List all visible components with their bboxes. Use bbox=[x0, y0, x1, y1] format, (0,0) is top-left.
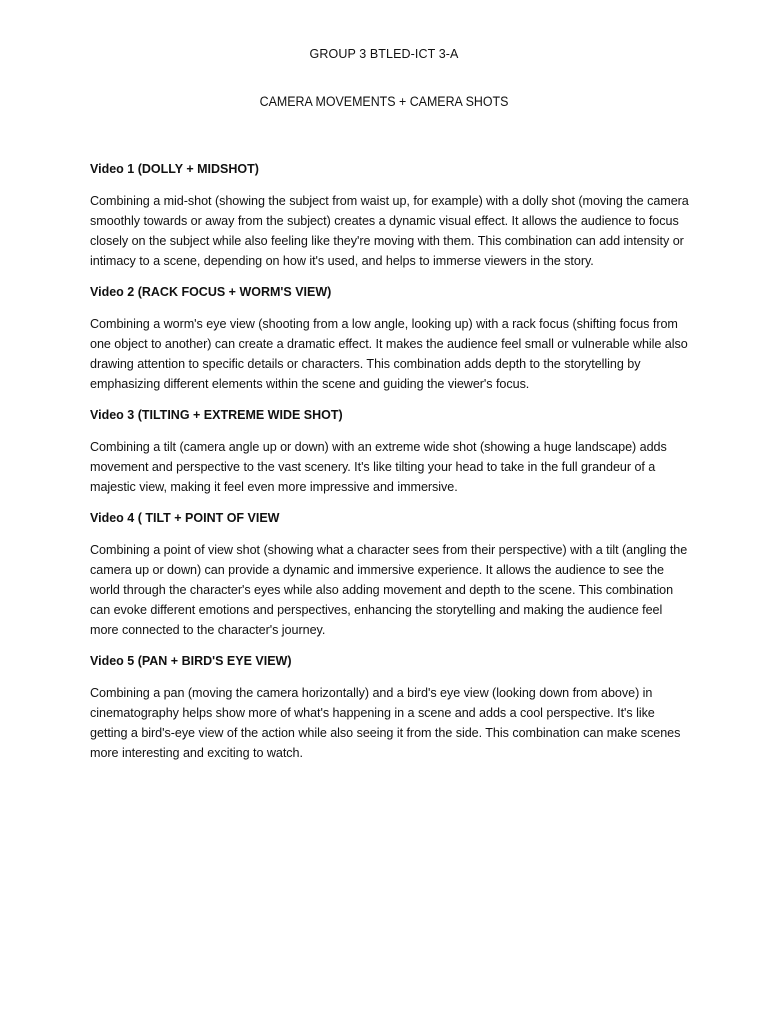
video-heading: Video 3 (TILTING + EXTREME WIDE SHOT) bbox=[90, 408, 343, 422]
video-description: Combining a point of view shot (showing what a character sees from their perspective) with a tilt (angling the camera up or down) can provide a dynamic and immersive experience. It allows the audience to see the world through the character's eyes while also adding movement and depth to the scene. This combination can evoke different emotions and perspectives, enhancing the storytelling and making the audience feel more connected to the character's journey. bbox=[90, 543, 688, 637]
video-heading: Video 4 ( TILT + POINT OF VIEW bbox=[90, 511, 280, 525]
document-title: CAMERA MOVEMENTS + CAMERA SHOTS bbox=[259, 94, 509, 109]
video-section-3 bbox=[90, 406, 690, 497]
video-description: Combining a mid-shot (showing the subject from waist up, for example) with a dolly shot (moving the camera smoothly towards or away from the subject) creates a dynamic visual effect. It allows the audience to focus closely on the subject while also feeling like they're moving with them. This combination can add intensity or intimacy to a scene, depending on how it's used, and helps to immerse viewers in the story. bbox=[90, 194, 689, 268]
video-section-4 bbox=[90, 509, 690, 640]
video-description: Combining a worm's eye view (shooting from a low angle, looking up) with a rack focus (shifting focus from one object to another) can create a dramatic effect. It makes the audience feel small or vulnerable while also drawing attention to specific details or characters. This combination adds depth to the storytelling by emphasizing different elements within the scene and guiding the viewer's focus. bbox=[90, 317, 688, 391]
video-description: Combining a pan (moving the camera horizontally) and a bird's eye view (looking down from above) in cinematography helps show more of what's happening in a scene and adds a cool perspective. It's like getting a bird's-eye view of the action while also seeing it from the side. This combination can make scenes more interesting and exciting to watch. bbox=[90, 686, 681, 760]
video-description: Combining a tilt (camera angle up or down) with an extreme wide shot (showing a huge landscape) adds movement and perspective to the vast scenery. It's like tilting your head to take in the full grandeur of a majestic view, making it feel even more impressive and immersive. bbox=[90, 440, 667, 494]
video-heading: Video 5 (PAN + BIRD'S EYE VIEW) bbox=[90, 654, 292, 668]
document-content bbox=[90, 160, 690, 775]
group-label: GROUP 3 BTLED-ICT 3-A bbox=[309, 47, 459, 61]
video-section-2 bbox=[90, 283, 690, 394]
video-heading: Video 2 (RACK FOCUS + WORM'S VIEW) bbox=[90, 285, 332, 299]
video-heading: Video 1 (DOLLY + MIDSHOT) bbox=[90, 162, 259, 176]
video-section-5 bbox=[90, 652, 690, 763]
video-section-1 bbox=[90, 160, 690, 271]
